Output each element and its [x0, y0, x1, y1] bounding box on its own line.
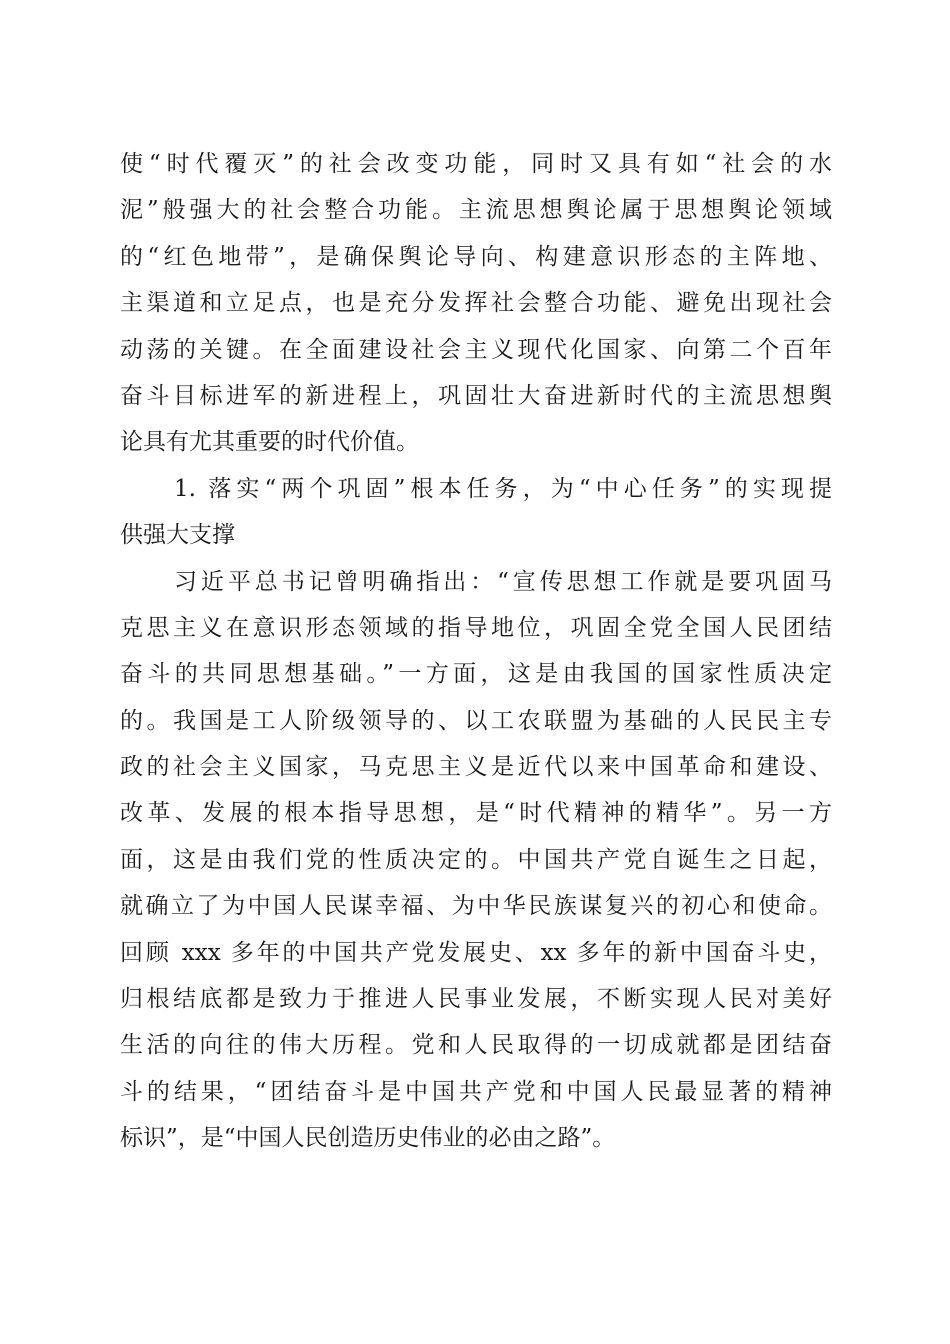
- paragraph-line: 动荡的关键。在全面建设社会主义现代化国家、向第二个百年: [120, 336, 832, 363]
- paragraph-line: 斗的结果，“团结奋斗是中国共产党和中国人民最显著的精神: [120, 1078, 832, 1105]
- paragraph-line: 主渠道和立足点，也是充分发挥社会整合功能、避免出现社会: [120, 290, 832, 317]
- paragraph-line: 泥”般强大的社会整合功能。主流思想舆论属于思想舆论领域: [120, 197, 832, 224]
- paragraph-1: [120, 141, 832, 466]
- paragraph-line: 回顾 xxx 多年的中国共产党发展史、xx 多年的新中国奋斗史，: [120, 939, 832, 966]
- paragraph-line: 奋斗目标进军的新进程上，巩固壮大奋进新时代的主流思想舆: [120, 382, 832, 409]
- section-heading-1: [120, 466, 832, 559]
- paragraph-2: [120, 559, 832, 1162]
- paragraph-line: 面，这是由我们党的性质决定的。中国共产党自诞生之日起，: [120, 846, 832, 873]
- document-body: [120, 141, 832, 1162]
- paragraph-line: 标识”，是“中国人民创造历史伟业的必由之路”。: [120, 1125, 616, 1152]
- heading-line: 供强大支撑: [120, 522, 235, 549]
- paragraph-line: 改革、发展的根本指导思想，是“时代精神的精华”。另一方: [120, 800, 832, 827]
- paragraph-line: 奋斗的共同思想基础。”一方面，这是由我国的国家性质决定: [120, 661, 832, 688]
- heading-line: 1. 落实“两个巩固”根本任务，为“中心任务”的实现提: [174, 475, 832, 502]
- paragraph-line: 就确立了为中国人民谋幸福、为中华民族谋复兴的初心和使命。: [120, 893, 832, 920]
- paragraph-line: 克思主义在意识形态领域的指导地位，巩固全党全国人民团结: [120, 614, 832, 641]
- paragraph-line: 习近平总书记曾明确指出：“宣传思想工作就是要巩固马: [174, 568, 832, 595]
- paragraph-line: 的“红色地带”，是确保舆论导向、构建意识形态的主阵地、: [120, 243, 832, 270]
- paragraph-line: 归根结底都是致力于推进人民事业发展，不断实现人民对美好: [120, 986, 832, 1013]
- paragraph-line: 使“时代覆灭”的社会改变功能，同时又具有如“社会的水: [120, 151, 832, 177]
- paragraph-line: 论具有尤其重要的时代价值。: [120, 429, 419, 456]
- paragraph-line: 的。我国是工人阶级领导的、以工农联盟为基础的人民民主专: [120, 707, 832, 734]
- paragraph-line: 政的社会主义国家，马克思主义是近代以来中国革命和建设、: [120, 754, 832, 781]
- paragraph-line: 生活的向往的伟大历程。党和人民取得的一切成就都是团结奋: [120, 1032, 832, 1059]
